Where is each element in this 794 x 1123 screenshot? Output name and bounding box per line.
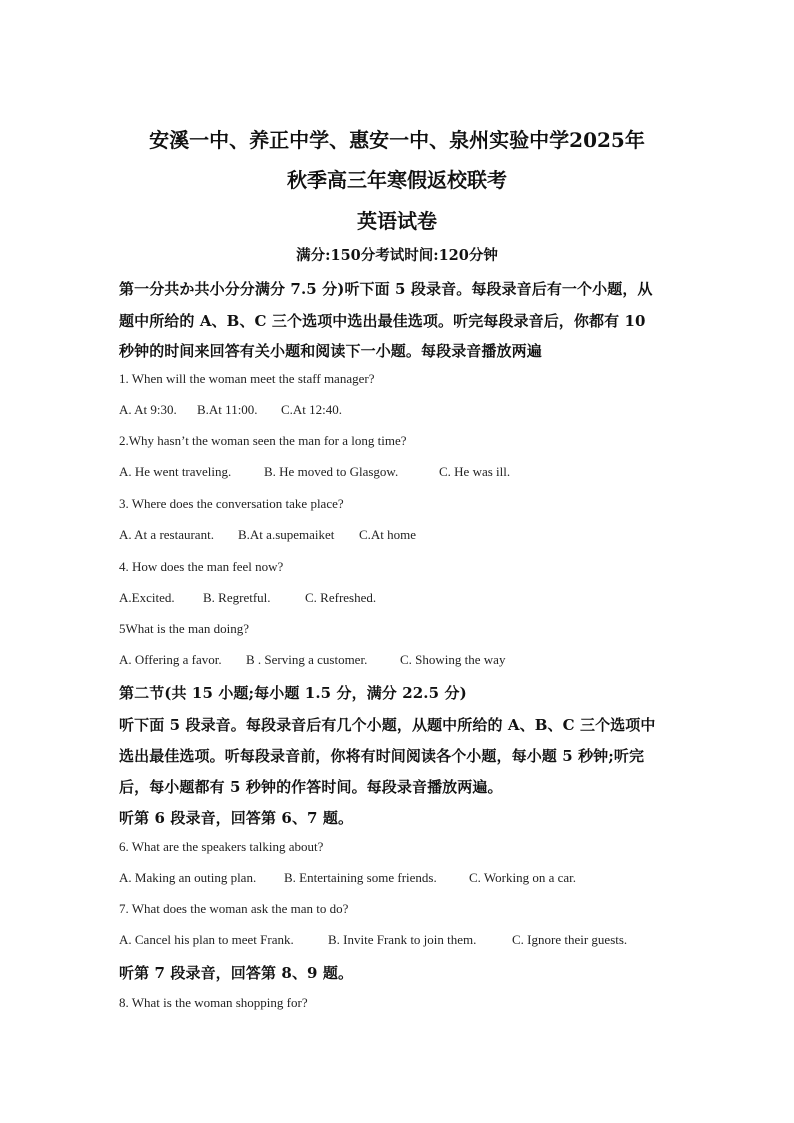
part1-intro-line3: 秒钟的时间来回答有关小题和阅读下一小题。每段录音播放两遍: [119, 342, 542, 360]
option-a: A. He went traveling.: [119, 464, 232, 479]
part1-intro-line2: 题中所给的 A、B、C 三个选项中选出最佳选项。听完每段录音后，你都有 10: [119, 312, 646, 330]
question-2-options: [119, 464, 510, 480]
option-c: C.At home: [359, 527, 417, 542]
option-c: C. Ignore their guests.: [512, 932, 628, 947]
option-c: C. Showing the way: [400, 652, 506, 667]
option-c: C. Working on a car.: [469, 870, 577, 885]
part2-intro-line3: 后，每小题都有 5 秒钟的作答时间。每段录音播放两遍。: [119, 778, 503, 796]
question-2: 2.Why hasn’t the woman seen the man for a long time?: [119, 433, 407, 448]
part2-intro-line1: 听下面 5 段录音。每段录音后有几个小题，从题中所给的 A、B、C 三个选项中: [119, 716, 656, 734]
option-a: A.Excited.: [119, 590, 175, 605]
question-8: 8. What is the woman shopping for?: [119, 995, 308, 1010]
section-7-label: 听第 7 段录音，回答第 8、9 题。: [119, 964, 354, 982]
option-c: C. Refreshed.: [305, 590, 377, 605]
exam-title-subject: 英语试卷: [357, 209, 437, 233]
option-a: A. Offering a favor.: [119, 652, 222, 667]
question-7: 7. What does the woman ask the man to do?: [119, 901, 349, 916]
option-a: A. At 9:30.: [119, 402, 177, 417]
option-b: B.At a.supemaiket: [238, 527, 335, 542]
question-4: 4. How does the man feel now?: [119, 559, 284, 574]
exam-title-line2: 秋季高三年寒假返校联考: [287, 168, 507, 192]
score-time-info: 满分:150分考试时间:120分钟: [296, 247, 498, 264]
question-3: 3. Where does the conversation take place?: [119, 496, 344, 511]
option-c: C.At 12:40.: [281, 402, 343, 417]
option-b: B . Serving a customer.: [246, 652, 368, 667]
option-c: C. He was ill.: [439, 464, 511, 479]
option-b: B. He moved to Glasgow.: [264, 464, 399, 479]
exam-title-line1: 安溪一中、养正中学、惠安一中、泉州实验中学2025年: [149, 128, 645, 152]
question-7-options: [119, 932, 627, 948]
question-3-options: [119, 527, 416, 543]
option-a: A. At a restaurant.: [119, 527, 214, 542]
question-4-options: [119, 590, 376, 606]
section-6-label: 听第 6 段录音，回答第 6、7 题。: [119, 809, 354, 827]
question-6-options: [119, 870, 576, 886]
question-1: 1. When will the woman meet the staff manager?: [119, 371, 375, 386]
option-a: A. Making an outing plan.: [119, 870, 257, 885]
option-b: B. Invite Frank to join them.: [328, 932, 477, 947]
part2-intro-line2: 选出最佳选项。听每段录音前，你将有时间阅读各个小题，每小题 5 秒钟;听完: [119, 747, 645, 765]
option-b: B. Regretful.: [203, 590, 271, 605]
option-b: B. Entertaining some friends.: [284, 870, 437, 885]
question-1-options: [119, 402, 342, 418]
question-6: 6. What are the speakers talking about?: [119, 839, 324, 854]
part2-heading: 第二节(共 15 小题;每小题 1.5 分，满分 22.5 分): [119, 684, 467, 702]
option-a: A. Cancel his plan to meet Frank.: [119, 932, 294, 947]
question-5-options: [119, 652, 505, 668]
option-b: B.At 11:00.: [197, 402, 258, 417]
part1-intro-line1: 第一分共か共小分分满分 7.5 分)听下面 5 段录音。每段录音后有一个小题，从: [119, 280, 653, 298]
question-5: 5What is the man doing?: [119, 621, 249, 636]
